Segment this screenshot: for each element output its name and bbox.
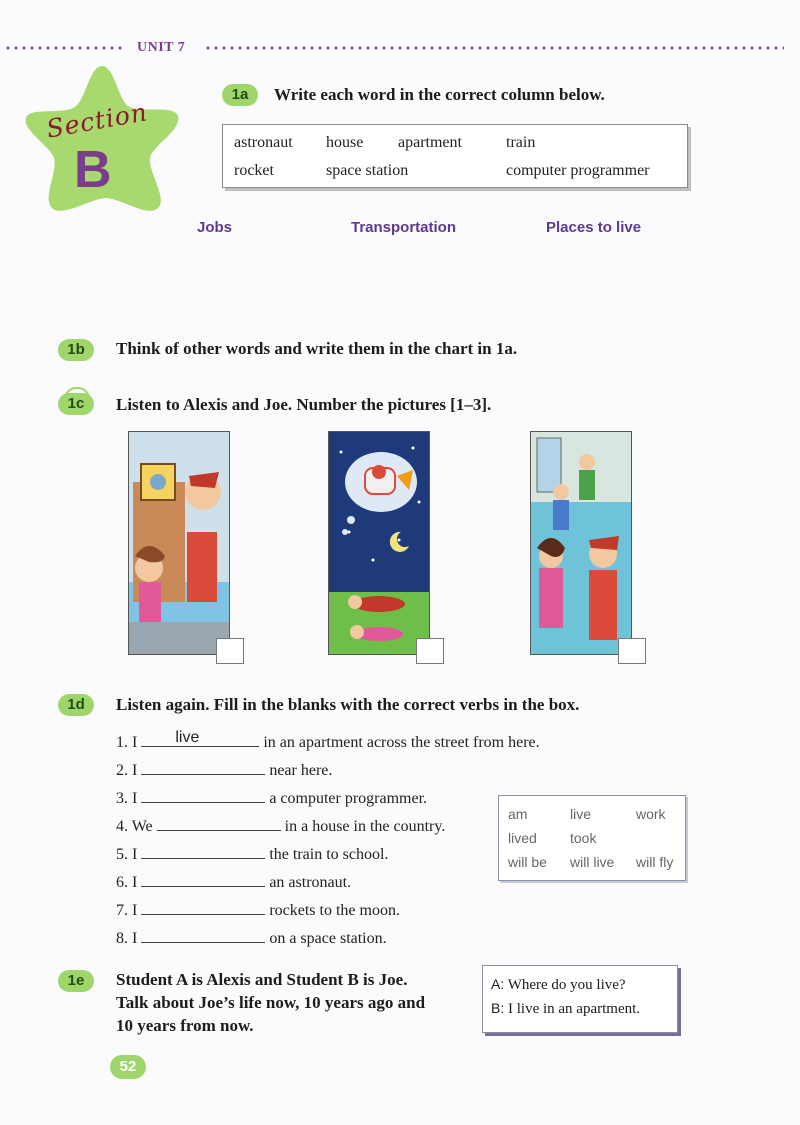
answer-blank-7[interactable]	[141, 898, 265, 915]
verb-item: will live	[570, 854, 615, 870]
sentence-subject: I	[132, 762, 138, 779]
picture-moving-apartment	[128, 431, 230, 655]
column-header-places: Places to live	[546, 219, 642, 236]
answer-blank-6[interactable]	[141, 870, 265, 887]
unit-label: UNIT 7	[137, 40, 186, 55]
exercise-badge-1b: 1b	[58, 339, 94, 361]
sentence-number: 1.	[116, 734, 128, 751]
exercise-badge-1c: 1c	[58, 393, 94, 415]
word-box	[222, 124, 688, 188]
instruction-1e-line-3: 10 years from now.	[116, 1016, 254, 1035]
sentence-number: 2.	[116, 762, 128, 779]
sentence-number: 6.	[116, 874, 128, 891]
word-item: space station	[326, 162, 409, 179]
word-item: house	[326, 134, 364, 151]
exercise-badge-1d: 1d	[58, 694, 94, 716]
column-header-transportation: Transportation	[351, 219, 457, 236]
exercise-badge-1a: 1a	[222, 84, 258, 106]
sentence-rest: near here.	[269, 762, 333, 779]
answer-blank-8[interactable]	[141, 926, 265, 943]
header-dots-right	[204, 46, 784, 50]
dialog-speaker: B:	[491, 1000, 505, 1016]
sentence-number: 7.	[116, 902, 128, 919]
word-item: apartment	[398, 134, 462, 151]
sentence-number: 5.	[116, 846, 128, 863]
answer-blank-3[interactable]	[141, 786, 265, 803]
answer-blank-5[interactable]	[141, 842, 265, 859]
word-item: astronaut	[234, 134, 293, 151]
verb-item: will be	[508, 854, 547, 870]
picture-party-apartment	[530, 431, 632, 655]
picture-number-box-1[interactable]	[216, 638, 244, 664]
answer-blank-2[interactable]	[141, 758, 265, 775]
sentence-3	[116, 786, 427, 808]
instruction-1a: Write each word in the correct column below.	[274, 85, 605, 104]
sentence-subject: I	[132, 930, 138, 947]
exercise-badge-1e: 1e	[58, 970, 94, 992]
sentence-rest: on a space station.	[269, 930, 387, 947]
instruction-1e-line-2: Talk about Joe’s life now, 10 years ago and	[116, 993, 426, 1012]
dialog-text: I live in an apartment.	[507, 1001, 641, 1017]
sentence-8	[116, 926, 387, 948]
dialog-box	[482, 965, 678, 1033]
sentence-subject: I	[132, 790, 138, 807]
answer-blank-1[interactable]	[141, 730, 259, 747]
picture-number-box-2[interactable]	[416, 638, 444, 664]
sentence-number: 3.	[116, 790, 128, 807]
verb-item: took	[570, 830, 597, 846]
dialog-speaker: A:	[491, 976, 505, 992]
sentence-rest: in an apartment across the street from here.	[263, 734, 540, 751]
sentence-subject: I	[132, 874, 138, 891]
column-header-jobs: Jobs	[197, 219, 233, 236]
sentence-rest: the train to school.	[269, 846, 389, 863]
verb-item: live	[570, 806, 592, 822]
sentence-number: 8.	[116, 930, 128, 947]
sentence-subject: We	[131, 818, 153, 835]
sentence-7	[116, 898, 400, 920]
answer-text: live	[175, 729, 200, 746]
verb-item: will fly	[636, 854, 674, 870]
section-star-badge	[22, 60, 182, 220]
verb-item: am	[508, 806, 528, 822]
dialog-line-b	[491, 1000, 640, 1018]
verb-item: work	[636, 806, 666, 822]
sentence-rest: a computer programmer.	[269, 790, 428, 807]
instruction-1e-line-1: Student A is Alexis and Student B is Joe.	[116, 970, 408, 989]
instruction-1d: Listen again. Fill in the blanks with the correct verbs in the box.	[116, 695, 580, 714]
sentence-rest: in a house in the country.	[284, 818, 446, 835]
word-item: rocket	[234, 162, 274, 179]
sentence-subject: I	[132, 902, 138, 919]
picture-dreaming-space	[328, 431, 430, 655]
verb-box	[498, 795, 686, 881]
sentence-rest: an astronaut.	[269, 874, 352, 891]
dialog-text: Where do you live?	[507, 977, 626, 993]
sentence-5	[116, 842, 388, 864]
sentence-4	[116, 814, 445, 836]
sentence-6	[116, 870, 351, 892]
instruction-1c: Listen to Alexis and Joe. Number the pictures [1–3].	[116, 395, 492, 414]
header-dots-left	[4, 46, 126, 50]
sentence-subject: I	[132, 734, 138, 751]
verb-item: lived	[508, 830, 537, 846]
word-item: train	[506, 134, 536, 151]
sentence-subject: I	[132, 846, 138, 863]
dialog-line-a	[491, 976, 626, 994]
section-word: Section	[44, 97, 150, 144]
picture-number-box-3[interactable]	[618, 638, 646, 664]
answer-blank-4[interactable]	[157, 814, 281, 831]
sentence-1	[116, 730, 540, 752]
word-item: computer programmer	[506, 162, 650, 179]
section-letter: B	[74, 141, 112, 199]
sentence-rest: rockets to the moon.	[269, 902, 400, 919]
page-number: 52	[110, 1055, 146, 1079]
sentence-2	[116, 758, 332, 780]
instruction-1b: Think of other words and write them in the chart in 1a.	[116, 339, 518, 358]
sentence-number: 4.	[116, 818, 128, 835]
